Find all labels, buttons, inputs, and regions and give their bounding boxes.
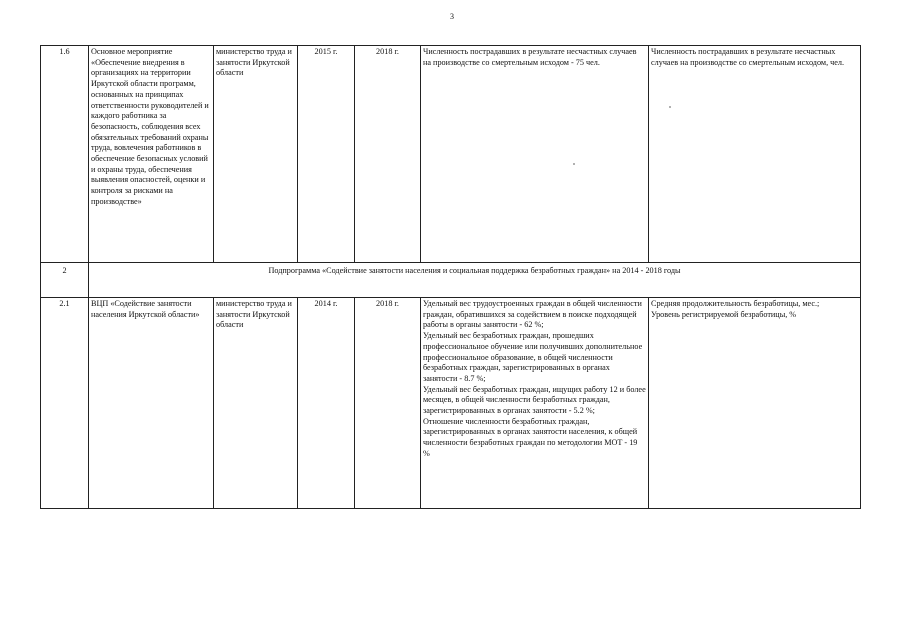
result-item: Удельный вес безработных граждан, ищущих работу 12 и более месяцев, в общей численности безработных граждан, зарегистрированных в органах занятости - 5.2 %; (423, 384, 646, 416)
indicator-item: Средняя продолжительность безработицы, мес.; (651, 299, 820, 308)
end-year: 2018 г. (355, 46, 421, 263)
row-number: 2.1 (41, 298, 89, 509)
subprogram-title: Подпрограмма «Содействие занятости населения и социальная поддержка безработных граждан» на 2014 - 2018 годы (89, 263, 861, 298)
expected-result (421, 298, 649, 509)
scan-speck (669, 106, 671, 108)
activity-name: ВЦП «Содействие занятости населения Иркутской области» (89, 298, 214, 509)
end-year: 2018 г. (355, 298, 421, 509)
activity-name: Основное мероприятие «Обеспечение внедрения в организациях на территории Иркутской области программ, основанных на принципах ответственности руководителей и каждого работника за безопасность, соблюдения всех обязательных требований охраны труда, вовлечения работников в обеспечение безопасных условий и охраны труда, обеспечения выявления опасностей, оценки и контроля за рисками на производстве» (89, 46, 214, 263)
start-year: 2015 г. (298, 46, 355, 263)
executor: министерство труда и занятости Иркутской области (214, 298, 298, 509)
page-number: 3 (450, 12, 454, 21)
target-indicator (649, 298, 861, 509)
scan-speck (573, 163, 575, 165)
target-indicator: Численность пострадавших в результате несчастных случаев на производстве со смертельным исходом, чел. (649, 46, 861, 263)
row-number: 2 (41, 263, 89, 298)
result-item: Удельный вес безработных граждан, прошедших профессиональное обучение или получивших дополнительное профессиональное образование, в общей численности безработных граждан, зарегистрированных в органах занятости - 8.7 %; (423, 331, 643, 383)
row-number: 1.6 (41, 46, 89, 263)
result-item: Удельный вес трудоустроенных граждан в общей численности граждан, обратившихся за содействием в поиске подходящей работы в органы занятости - 62 %; (423, 299, 642, 330)
table-row-2-1 (41, 298, 861, 509)
executor: министерство труда и занятости Иркутской области (214, 46, 298, 263)
expected-result: Численность пострадавших в результате несчастных случаев на производстве со смертельным исходом - 75 чел. (421, 46, 649, 263)
indicator-item: Уровень регистрируемой безработицы, % (651, 309, 797, 319)
table-row-2 (41, 263, 861, 298)
start-year: 2014 г. (298, 298, 355, 509)
result-item: Отношение численности безработных граждан, зарегистрированных в органах занятости населения, к общей численности безработных граждан по методологии МОТ - 19 % (423, 416, 638, 458)
program-table (40, 45, 861, 509)
table-row-1-6 (41, 46, 861, 263)
